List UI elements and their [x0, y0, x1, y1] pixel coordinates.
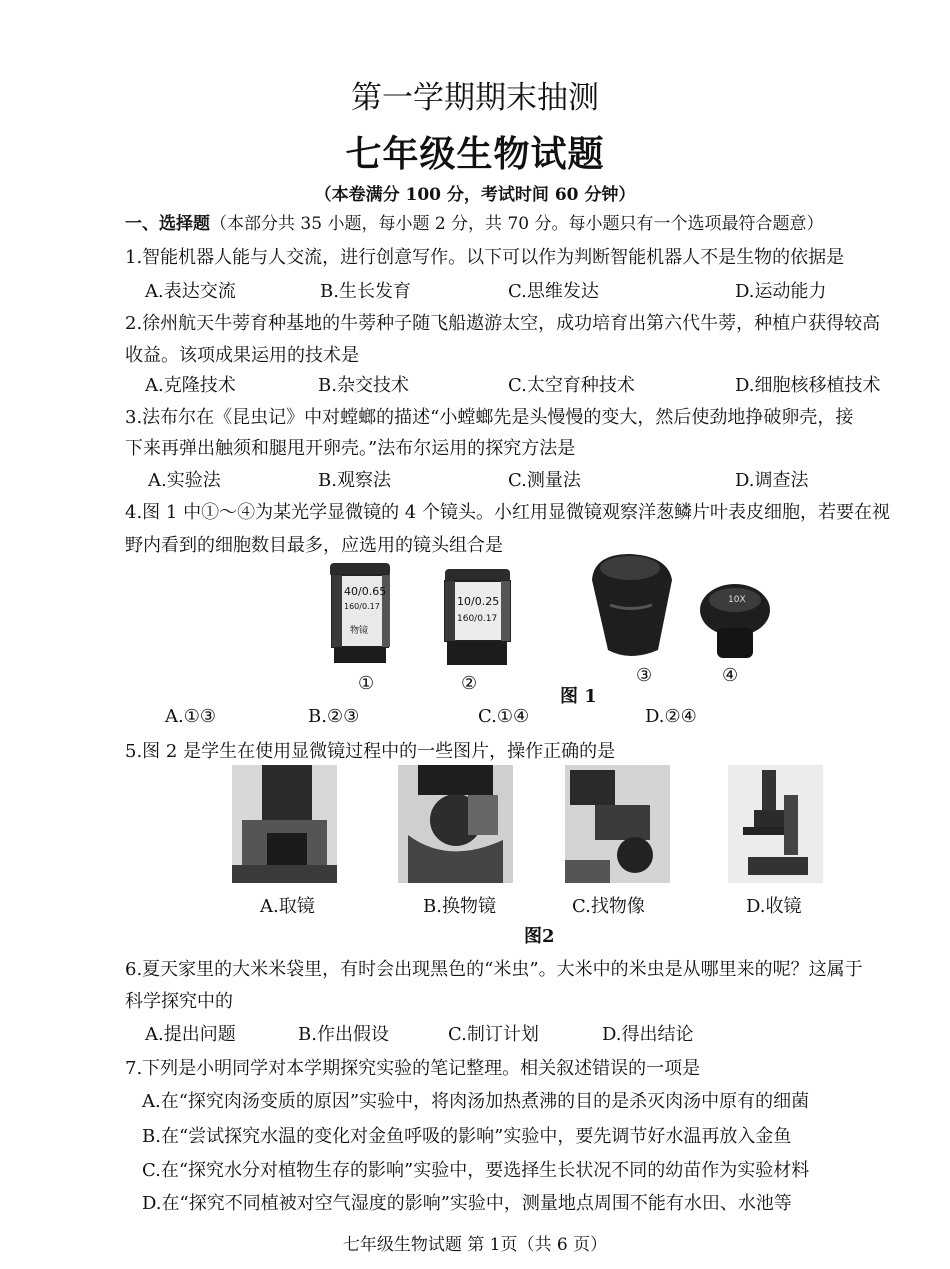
- question-4-line-1: 4.图 1 中①～④为某光学显微镜的 4 个镜头。小红用显微镜观察洋葱鳞片叶表皮细胞，若要在视: [125, 502, 890, 523]
- figure-2-panel-d: D.收镜: [746, 896, 802, 917]
- q2-option-d: D.细胞核移植技术: [735, 375, 881, 396]
- page-footer: 七年级生物试题 第 1页（共 6 页）: [342, 1235, 608, 1255]
- photo-take-microscope: [232, 765, 337, 883]
- q3-option-b: B.观察法: [318, 470, 391, 491]
- q1-option-d: D.运动能力: [735, 281, 827, 302]
- photo-store-microscope: [728, 765, 823, 883]
- q7-option-b: B.在“尝试探究水温的变化对金鱼呼吸的影响”实验中，要先调节好水温再放入金鱼: [142, 1126, 792, 1147]
- q1-option-a: A.表达交流: [145, 281, 236, 302]
- figure-2-panel-c: C.找物像: [572, 896, 645, 917]
- eyepiece-lens-4-image: [695, 580, 775, 665]
- q3-option-a: A.实验法: [148, 470, 221, 491]
- q3-option-d: D.调查法: [735, 470, 809, 491]
- question-7: 7.下列是小明同学对本学期探究实验的笔记整理。相关叙述错误的一项是: [125, 1058, 701, 1079]
- figure-1-caption: 图 1: [560, 686, 597, 707]
- photo-change-objective: [398, 765, 513, 883]
- question-6-line-2: 科学探究中的: [125, 991, 233, 1012]
- q4-option-d: D.②④: [645, 706, 697, 727]
- question-2-line-1: 2.徐州航天牛蒡育种基地的牛蒡种子随飞船遨游太空，成功培育出第六代牛蒡，种植户获得较高: [125, 313, 881, 334]
- lens-1-magnification: 40/0.65: [344, 585, 387, 598]
- q3-option-c: C.测量法: [508, 470, 581, 491]
- question-5: 5.图 2 是学生在使用显微镜过程中的一些图片，操作正确的是: [125, 741, 616, 762]
- lens-1-spec: 160/0.17: [344, 602, 380, 611]
- q1-option-c: C.思维发达: [508, 281, 599, 302]
- q1-option-b: B.生长发育: [320, 281, 411, 302]
- q6-option-a: A.提出问题: [145, 1024, 236, 1045]
- q4-option-c: C.①④: [478, 706, 530, 727]
- lens-number-1: ①: [358, 673, 375, 694]
- q7-option-d: D.在“探究不同植被对空气湿度的影响”实验中，测量地点周围不能有水田、水池等: [142, 1193, 792, 1214]
- q6-option-b: B.作出假设: [298, 1024, 389, 1045]
- figure-2-caption: 图2: [524, 926, 555, 947]
- q2-option-c: C.太空育种技术: [508, 375, 635, 396]
- exam-subject-title: 七年级生物试题: [345, 133, 605, 175]
- section-heading: 一、选择题（本部分共 35 小题，每小题 2 分，共 70 分。每小题只有一个选项最符合题意）: [125, 214, 824, 234]
- question-6-line-1: 6.夏天家里的大米米袋里，有时会出现黑色的“米虫”。大米中的米虫是从哪里来的呢？这属于: [125, 959, 863, 980]
- q2-option-a: A.克隆技术: [145, 375, 236, 396]
- exam-note: （本卷满分 100 分，考试时间 60 分钟）: [314, 185, 636, 205]
- lens-1-label: 物镜: [350, 626, 369, 636]
- q4-option-a: A.①③: [165, 706, 216, 727]
- figure-2-panel-b: B.换物镜: [423, 896, 496, 917]
- photo-find-image: [565, 765, 670, 883]
- lens-number-4: ④: [722, 665, 739, 686]
- q6-option-d: D.得出结论: [602, 1024, 694, 1045]
- exam-title: 第一学期期末抽测: [351, 80, 599, 116]
- q4-option-b: B.②③: [308, 706, 360, 727]
- question-3-line-2: 下来再弹出触须和腿甩开卵壳。”法布尔运用的探究方法是: [125, 438, 576, 459]
- question-2-line-2: 收益。该项成果运用的技术是: [125, 345, 359, 366]
- lens-2-spec: 160/0.17: [457, 614, 498, 624]
- question-3-line-1: 3.法布尔在《昆虫记》中对螳螂的描述“小螳螂先是头慢慢的变大，然后使劲地挣破卵壳，接: [125, 407, 854, 428]
- q7-option-a: A.在“探究肉汤变质的原因”实验中，将肉汤加热煮沸的目的是杀灭肉汤中原有的细菌: [142, 1091, 810, 1112]
- objective-lens-2-image: [435, 565, 520, 670]
- eyepiece-lens-3-image: [580, 550, 680, 665]
- q6-option-c: C.制订计划: [448, 1024, 539, 1045]
- objective-lens-1-image: [320, 555, 400, 670]
- lens-2-magnification: 10/0.25: [457, 595, 500, 608]
- q2-option-b: B.杂交技术: [318, 375, 409, 396]
- lens-number-3: ③: [636, 665, 653, 686]
- lens-4-magnification: 10X: [728, 595, 746, 605]
- lens-number-2: ②: [461, 673, 478, 694]
- q7-option-c: C.在“探究水分对植物生存的影响”实验中，要选择生长状况不同的幼苗作为实验材料: [142, 1160, 810, 1181]
- question-4-line-2: 野内看到的细胞数目最多，应选用的镜头组合是: [125, 535, 503, 556]
- figure-2-panel-a: A.取镜: [260, 896, 315, 917]
- question-1: 1.智能机器人能与人交流，进行创意写作。以下可以作为判断智能机器人不是生物的依据是: [125, 247, 845, 268]
